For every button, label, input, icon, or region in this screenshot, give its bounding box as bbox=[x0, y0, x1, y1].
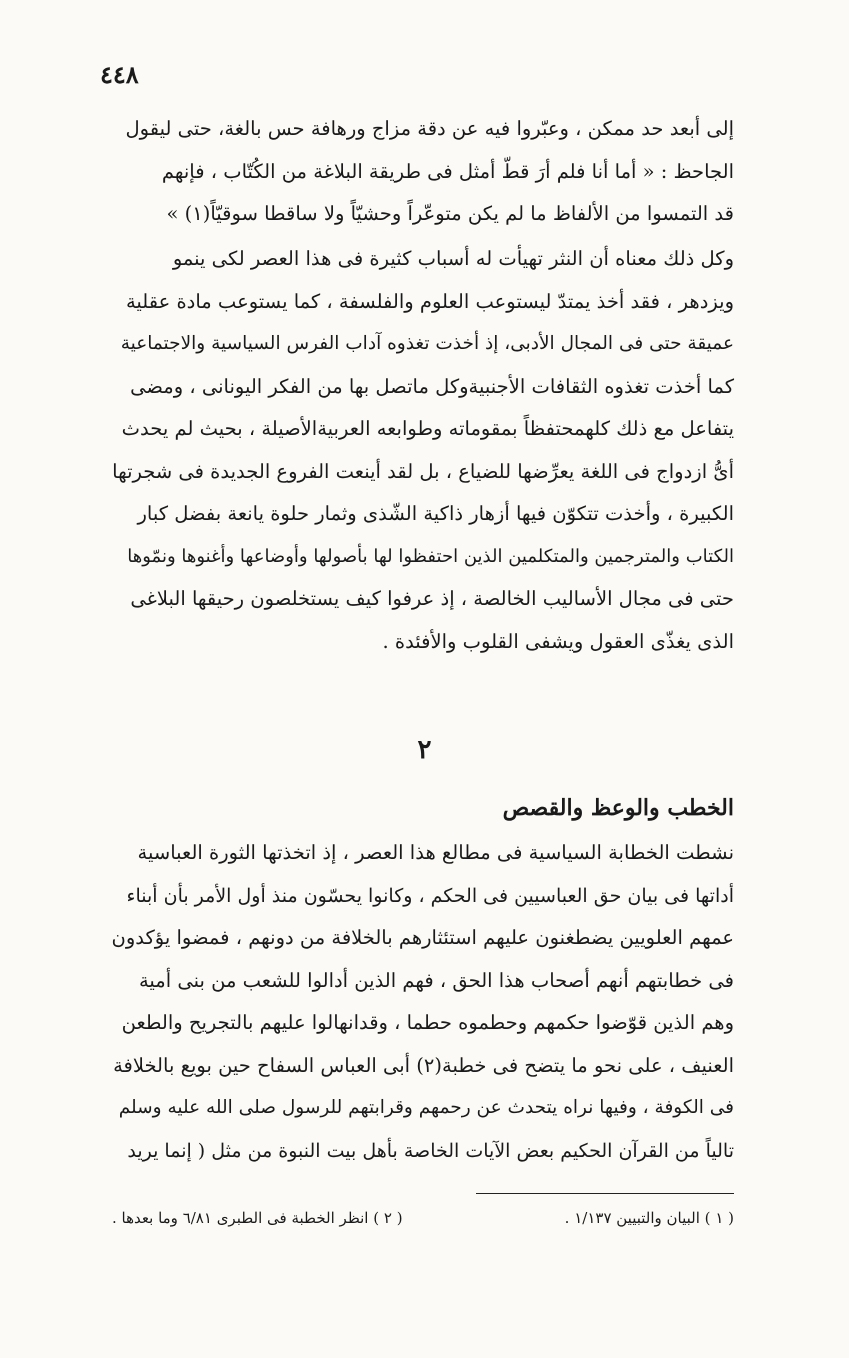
text-line: فى الكوفة ، وفيها نراه يتحدث عن رحمهم وقرابتهم للرسول صلى الله عليه وسلم bbox=[118, 1097, 734, 1118]
text-line: ويزدهر ، فقد أخذ يمتدّ ليستوعب العلوم والفلسفة ، كما يستوعب مادة عقلية bbox=[125, 289, 734, 313]
text-line: وكل ذلك معناه أن النثر تهيأت له أسباب كثيرة فى هذا العصر لكى ينمو bbox=[172, 247, 734, 270]
text-line: نشطت الخطابة السياسية فى مطالع هذا العصر ، إذ اتخذتها الثورة العباسية bbox=[137, 841, 734, 864]
paragraph-1 bbox=[112, 108, 734, 236]
text-line: قد التمسوا من الألفاظ ما لم يكن متوعّراً وحشيّاً ولا ساقطا سوقيّاً(١) » bbox=[166, 202, 734, 225]
text-line: الكتاب والمترجمين والمتكلمين الذين احتفظوا لها بأصولها وأوضاعها وأغنوها ونمّوها bbox=[127, 545, 734, 567]
text-line: الكبيرة ، وأخذت تتكوّن فيها أزهار ذاكية الشّذى وثمار حلوة يانعة بفضل كبار bbox=[137, 502, 734, 525]
text-line: يتفاعل مع ذلك كلهمحتفظاً بمقوماته وطوابعه العربيةالأصيلة ، بحيث لم يحدث bbox=[121, 417, 734, 440]
footnote-2: ( ٢ ) انظر الخطبة فى الطبرى ٦/٨١ وما بعدها . bbox=[112, 1209, 403, 1227]
section-number: ٢ bbox=[417, 735, 432, 765]
footnotes bbox=[112, 1203, 734, 1233]
paragraph-2 bbox=[112, 238, 734, 663]
text-line: الجاحظ : « أما أنا فلم أرَ قطّ أمثل فى طريقة البلاغة من الكُتّاب ، فإنهم bbox=[161, 159, 734, 183]
text-line: عميقة حتى فى المجال الأدبى، إذ أخذت تغذوه آداب الفرس السياسية والاجتماعية bbox=[120, 333, 734, 354]
text-line: العنيف ، على نحو ما يتضح فى خطبة(٢) أبى العباس السفاح حين بويع بالخلافة bbox=[113, 1053, 734, 1077]
text-line: تالياً من القرآن الحكيم بعض الآيات الخاصة بأهل بيت النبوة من مثل ( إنما يريد bbox=[127, 1139, 734, 1162]
footnote-1: ( ١ ) البيان والتبيين ١/١٣٧ . bbox=[564, 1209, 734, 1227]
text-line: كما أخذت تغذوه الثقافات الأجنبيةوكل ماتصل بها من الفكر اليونانى ، ومضى bbox=[130, 374, 734, 398]
paragraph-3 bbox=[112, 832, 734, 1172]
text-line: أداتها فى بيان حق العباسيين فى الحكم ، وكانوا يحسّون منذ أول الأمر بأن أبناء bbox=[126, 884, 734, 907]
footnote-divider bbox=[476, 1193, 734, 1194]
page-number: ٤٤٨ bbox=[100, 60, 139, 89]
section-heading: الخطب والوعظ والقصص bbox=[502, 795, 734, 821]
text-line: إلى أبعد حد ممكن ، وعبّروا فيه عن دقة مزاج ورهافة حس بالغة، حتى ليقول bbox=[125, 117, 734, 140]
text-line: وهم الذين قوّضوا حكمهم وحطموه حطما ، وقدانهالوا عليهم بالتجريح والطعن bbox=[121, 1011, 734, 1034]
text-line: فى خطابتهم أنهم أصحاب هذا الحق ، فهم الذين أدالوا للشعب من بنى أمية bbox=[138, 968, 734, 992]
text-line: حتى فى مجال الأساليب الخالصة ، إذ عرفوا كيف يستخلصون رحيقها البلاغى bbox=[130, 587, 734, 610]
text-line: عمهم العلويين يضطغنون عليهم استئثارهم بالخلافة من دونهم ، فمضوا يؤكدون bbox=[111, 926, 734, 949]
text-line: أىُّ ازدواج فى اللغة يعرِّضها للضياع ، بل لقد أينعت الفروع الجديدة فى شجرتها bbox=[112, 459, 734, 483]
text-line: الذى يغذّى العقول ويشفى القلوب والأفئدة . bbox=[382, 629, 734, 653]
